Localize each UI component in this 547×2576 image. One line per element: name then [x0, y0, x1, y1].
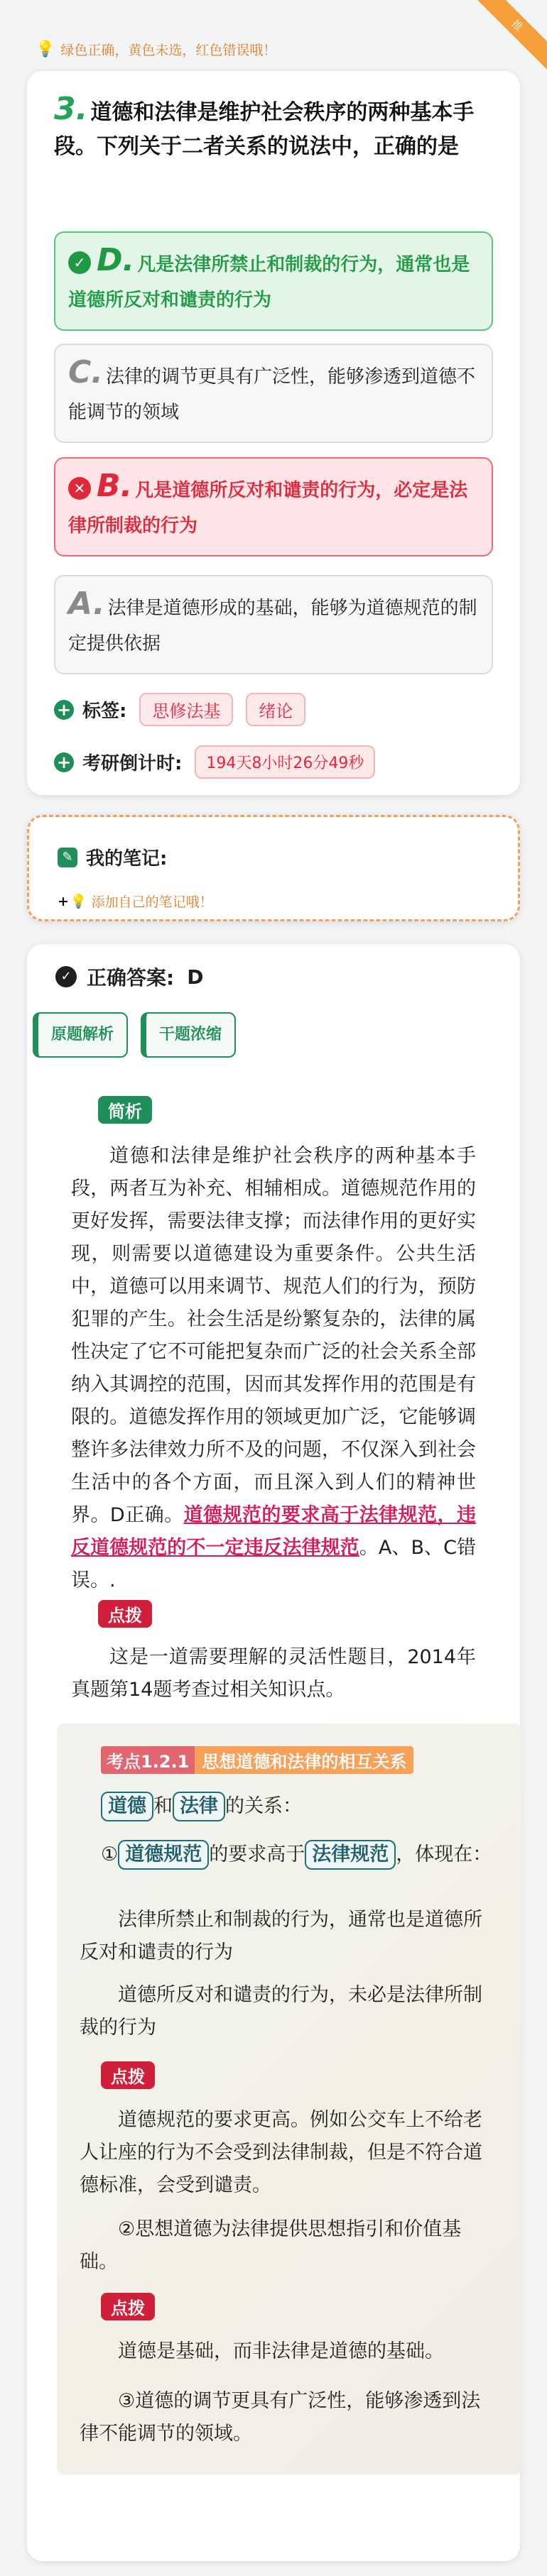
tags-label: 标签:	[82, 701, 127, 722]
question-number: 3.	[54, 91, 88, 127]
point1-mid: 的要求高于	[209, 1843, 305, 1865]
point1-prefix: ①	[101, 1843, 119, 1865]
point-2: ②思想道德为法律提供思想指引和价值基础。	[80, 2218, 462, 2273]
tab-condensed[interactable]: 干题浓缩	[141, 1012, 236, 1058]
option-text: 法律是道德形成的基础，能够为道德规范的制定提供依据	[68, 598, 477, 654]
tip2-badge: 点拨	[101, 2293, 155, 2320]
tag-chip[interactable]: 绪论	[246, 693, 305, 726]
point1-line2: 道德所反对和谴责的行为，未必是法律所制裁的行为	[80, 1984, 482, 2039]
question-card	[27, 71, 520, 795]
add-note-link[interactable]	[58, 892, 489, 911]
analysis-tail: 。A、B、C错误。.	[71, 1537, 476, 1591]
countdown-value: 194天8小时26分49秒	[195, 745, 375, 779]
option-letter: A.	[68, 586, 105, 622]
relation-line	[101, 1790, 302, 1823]
option-text: 法律的调节更具有广泛性，能够渗透到道德不能调节的领域	[68, 366, 476, 423]
tip2-text: 道德是基础，而非法律是道德的基础。	[118, 2340, 444, 2362]
option-b[interactable]	[54, 457, 493, 557]
countdown-row	[54, 745, 375, 779]
notes-card	[27, 815, 520, 921]
tags-row	[54, 693, 305, 726]
countdown-label: 考研倒计时:	[82, 753, 183, 774]
correct-answer-label: 正确答案:	[87, 966, 175, 990]
tip-paragraph: 这是一道需要理解的灵活性题目，2014年真题第14题考查过相关知识点。	[71, 1646, 476, 1701]
option-c[interactable]	[54, 344, 493, 443]
option-letter: D.	[97, 242, 135, 278]
knowledge-code: 考点1.2.1	[101, 1746, 195, 1774]
term-moral-norms: 道德规范	[118, 1840, 209, 1870]
and-text: 和	[153, 1795, 173, 1817]
knowledge-point-label	[101, 1746, 413, 1774]
close-icon: ✕	[68, 477, 91, 500]
analysis-tabs	[27, 1012, 520, 1062]
legend-hint-text: 绿色正确，黄色未选，红色错误哦！	[60, 43, 277, 58]
option-letter: C.	[68, 354, 104, 390]
point1-line1: 法律所禁止和制裁的行为，通常也是道德所反对和谴责的行为	[80, 1909, 482, 1963]
check-icon: ✓	[68, 251, 91, 274]
corner-badge: 推	[476, 0, 547, 71]
plus-icon: +	[54, 752, 74, 772]
tip-badge: 点拨	[98, 1600, 152, 1628]
option-d[interactable]	[54, 231, 493, 331]
option-text: 凡是道德所反对和谴责的行为，必定是法律所制裁的行为	[68, 480, 468, 537]
lightbulb-icon: 💡	[36, 40, 55, 58]
analysis-text: 道德和法律是维护社会秩序的两种基本手段，两者互为补充、相辅相成。道德规范作用的更好发挥，需要法律支撑；而法律作用的更好实现，则需要以道德建设为重要条件。公共生活中，道德可以用来调节、规范人们的行为，预防犯罪的产生。社会生活是纷繁复杂的，法律的属性决定了它不可能把复杂而广泛的社会关系全部纳入其调控的范围，因而其发挥作用的范围是有限的。道德发挥作用的领域更加广泛，它能够调整许多法律效力所不及的问题，不仅深入到社会生活中的各个方面，而且深入到人们的精神世界。D正确。	[71, 1145, 476, 1526]
option-letter: B.	[97, 468, 133, 504]
term-morality: 道德	[101, 1792, 153, 1821]
tip1-text: 道德规范的要求更高。例如公交车上不给老人让座的行为不会受到法律制裁，但是不符合道德标准，会受到谴责。	[80, 2109, 482, 2196]
check-circle-icon: ✓	[55, 966, 77, 987]
point-1	[80, 1838, 499, 1871]
analysis-paragraph	[71, 1140, 476, 1597]
note-icon: ✎	[58, 848, 77, 867]
point-3: ③道德的调节更具有广泛性，能够渗透到法律不能调节的领域。	[80, 2390, 481, 2445]
question-text: 道德和法律是维护社会秩序的两种基本手段。下列关于二者关系的说法中，正确的是	[54, 100, 475, 159]
tab-original-analysis[interactable]: 原题解析	[33, 1012, 128, 1058]
answer-card	[27, 944, 520, 2561]
option-a[interactable]	[54, 575, 493, 674]
term-legal-norms: 法律规范	[305, 1840, 396, 1870]
notes-title: 我的笔记:	[86, 848, 168, 870]
corner-ribbon	[476, 0, 547, 71]
notes-title-row	[58, 844, 489, 870]
knowledge-title: 思想道德和法律的相互关系	[195, 1746, 413, 1774]
term-law: 法律	[173, 1792, 225, 1821]
plus-icon: +	[58, 893, 69, 909]
analysis-badge: 简析	[98, 1096, 152, 1124]
correct-answer-row	[55, 963, 203, 991]
plus-icon: +	[54, 700, 74, 720]
point1-tail: ，体现在：	[396, 1843, 492, 1865]
analysis-highlight: 道德规范的要求高于法律规范，违反道德规范的不一定违反法律规范	[71, 1504, 477, 1559]
relation-text: 的关系：	[225, 1795, 302, 1817]
option-text: 凡是法律所禁止和制裁的行为，通常也是道德所反对和谴责的行为	[68, 254, 470, 311]
tip1-badge: 点拨	[101, 2061, 155, 2089]
legend-hint	[36, 40, 276, 59]
add-note-text: 添加自己的笔记哦！	[91, 894, 213, 910]
tag-chip[interactable]: 思修法基	[139, 693, 233, 726]
correct-answer-value: D	[187, 965, 204, 989]
question-title	[54, 92, 493, 164]
lightbulb-icon: 💡	[70, 894, 87, 909]
